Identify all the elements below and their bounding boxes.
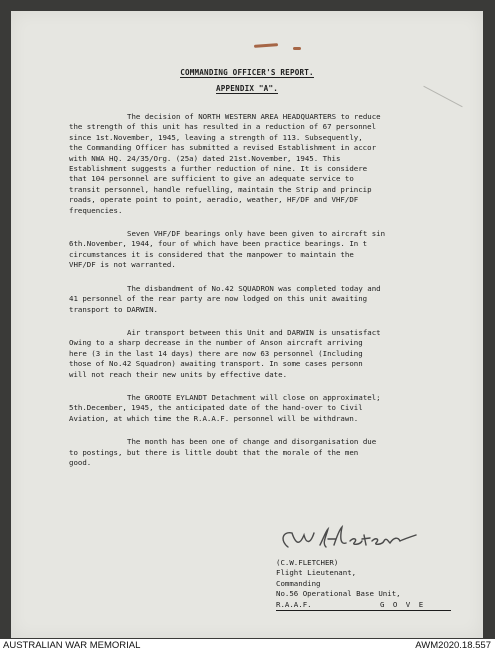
paragraph-line: transit personnel, handle refuelling, maintain the Strip and princip xyxy=(69,184,372,194)
paragraph-line: 5th.December, 1945, the anticipated date of the hand-over to Civil xyxy=(69,403,363,413)
paragraph-line: The month has been one of change and disorganisation due xyxy=(127,437,377,447)
signatory-service: R.A.A.F. xyxy=(276,600,451,611)
report-body xyxy=(69,112,489,481)
paragraph xyxy=(69,437,489,468)
footer-bar xyxy=(0,639,495,653)
paragraph-line: Establishment suggests a further reduction of nine. It is considere xyxy=(69,164,368,174)
paragraph-line: 41 personnel of the rear party are now lodged on this unit awaiting xyxy=(69,294,368,304)
signature-block xyxy=(276,558,451,611)
signatory-location: G O V E xyxy=(380,600,425,611)
paragraph xyxy=(69,112,489,216)
footer-institution: AUSTRALIAN WAR MEMORIAL xyxy=(3,640,141,651)
signatory-role: Commanding xyxy=(276,578,321,588)
appendix-heading: APPENDIX "A". xyxy=(215,84,279,93)
paragraph-line: Seven VHF/DF bearings only have been given to aircraft sin xyxy=(127,229,386,239)
paragraph xyxy=(69,229,489,271)
paragraph-line: since 1st.November, 1945, leaving a strength of 113. Subsequently, xyxy=(69,132,363,142)
paragraph-line: good. xyxy=(69,457,92,467)
paragraph-line: circumstances it is considered that the manpower to maintain the xyxy=(69,249,354,259)
paragraph-line: Owing to a sharp decrease in the number of Anson aircraft arriving xyxy=(69,338,363,348)
paragraph-line: frequencies. xyxy=(69,205,123,215)
paragraph-line: The decision of NORTH WESTERN AREA HEADQUARTERS to reduce xyxy=(127,112,381,121)
paragraph xyxy=(69,393,489,424)
paragraph xyxy=(69,284,489,315)
paragraph-line: transport to DARWIN. xyxy=(69,304,158,314)
document-page xyxy=(11,11,483,638)
paragraph-line: the strength of this unit has resulted in a reduction of 67 personnel xyxy=(69,122,377,132)
paragraph-line: The GROOTE EYLANDT Detachment will close on approximatel; xyxy=(127,392,381,402)
handwritten-signature xyxy=(276,523,451,557)
paragraph-line: Air transport between this Unit and DARWIN is unsatisfact xyxy=(127,327,381,337)
paragraph-line: to postings, but there is little doubt that the morale of the men xyxy=(69,447,359,457)
signatory-unit: No.56 Operational Base Unit, xyxy=(276,589,401,599)
service-location-row xyxy=(276,600,451,611)
staple-mark-dot xyxy=(293,47,301,50)
paragraph-line: roads, operate point to point, aeradio, weather, HF/DF and VHF/DF xyxy=(69,195,359,205)
paragraph xyxy=(69,328,489,380)
paragraph-line: with NWA HQ. 24/35/Org. (25a) dated 21st.November, 1945. This xyxy=(69,153,341,163)
signatory-name: (C.W.FLETCHER) xyxy=(276,558,339,567)
paragraph-line: those of No.42 Squadron) awaiting transport. In some cases personn xyxy=(69,359,363,369)
paragraph-line: VHF/DF is not warranted. xyxy=(69,260,176,270)
paragraph-line: Aviation, at which time the R.A.A.F. personnel will be withdrawn. xyxy=(69,413,359,423)
paragraph-line: 6th.November, 1944, four of which have been practice bearings. In t xyxy=(69,239,368,249)
signatory-rank: Flight Lieutenant, xyxy=(276,568,357,578)
paragraph-line: will not reach their new units by effective date. xyxy=(69,369,288,379)
report-title: COMMANDING OFFICER'S REPORT. xyxy=(180,68,314,77)
paragraph-line: The disbandment of No.42 SQUADRON was completed today and xyxy=(127,283,381,293)
footer-accession-number: AWM2020.18.557 xyxy=(415,640,491,651)
paragraph-line: here (3 in the last 14 days) there are now 63 personnel (Including xyxy=(69,348,363,358)
staple-mark xyxy=(254,43,278,48)
paragraph-line: the Commanding Officer has submitted a revised Establishment in accor xyxy=(69,143,377,153)
paragraph-line: that 104 personnel are sufficient to give an adequate service to xyxy=(69,174,354,184)
